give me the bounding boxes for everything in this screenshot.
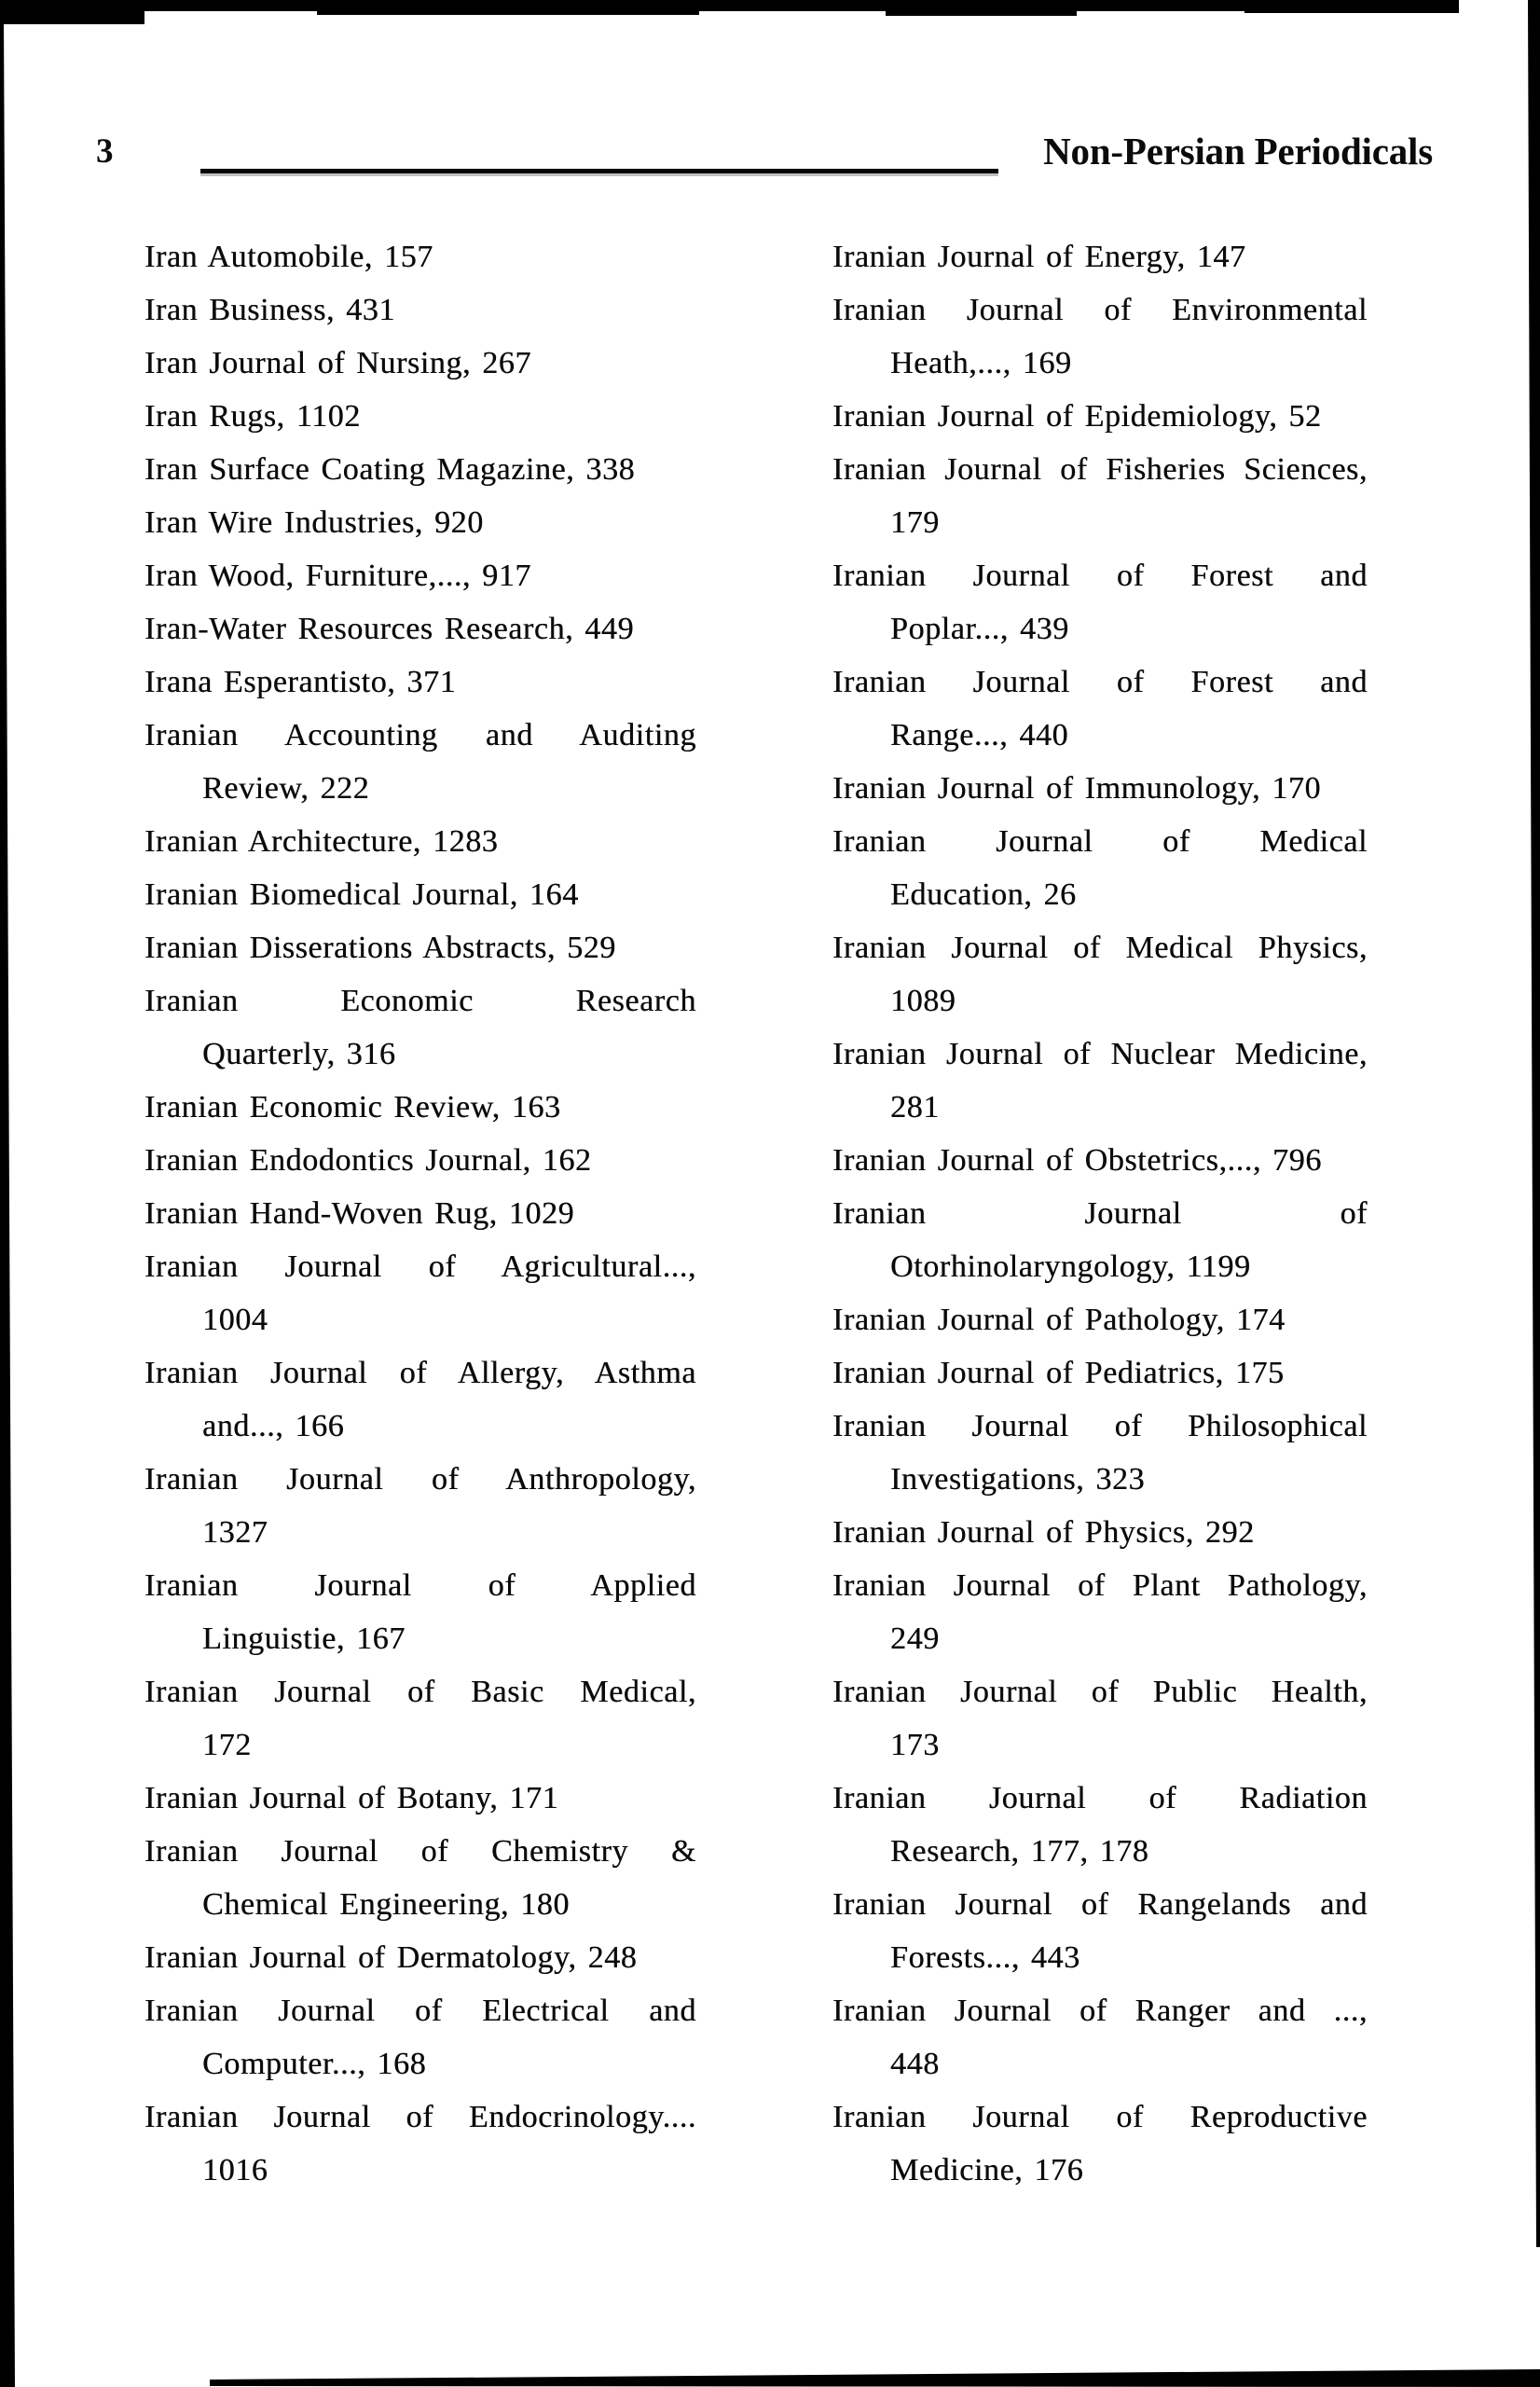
page-number: 3 [96, 132, 114, 171]
index-entry-continuation: and..., 166 [202, 1409, 345, 1443]
index-entry-line: Iranian Disserations Abstracts, 529 [144, 931, 616, 965]
index-entry [144, 1346, 696, 1453]
index-entry-line: Iranian Journal of Pathology, 174 [832, 1303, 1286, 1337]
index-entry [144, 496, 696, 549]
index-entry [144, 1081, 696, 1134]
index-entry [144, 1134, 696, 1187]
index-entry [832, 921, 1368, 1028]
index-entry-line: Iranian Journal of Plant Pathology, [832, 1568, 1368, 1603]
index-entry-continuation: Investigations, 323 [890, 1462, 1146, 1497]
scan-artifact-right [1528, 0, 1540, 2247]
index-entry-line: Iranian Journal of Botany, 171 [144, 1781, 559, 1815]
index-entry-line: Iranian Journal of Radiation [832, 1781, 1368, 1815]
header-rule [200, 169, 998, 173]
index-entry [144, 1772, 696, 1825]
index-entry [144, 1187, 696, 1240]
index-entry [832, 2090, 1368, 2197]
index-entry [832, 283, 1368, 390]
index-entry-line: Iranian Economic Research [144, 984, 696, 1018]
index-entry-continuation: Range..., 440 [890, 718, 1069, 752]
index-entry [144, 337, 696, 390]
index-entry [144, 868, 696, 921]
index-entry [144, 1825, 696, 1931]
scan-artifact-bottom [210, 2369, 1540, 2387]
index-entry [832, 1346, 1368, 1400]
index-entry-continuation: Medicine, 176 [890, 2153, 1084, 2187]
index-entry [144, 1240, 696, 1346]
index-entry [144, 602, 696, 655]
index-entry-line: Iran Business, 431 [144, 293, 395, 327]
index-entry [832, 443, 1368, 549]
index-entry-line: Iran Wood, Furniture,..., 917 [144, 559, 531, 593]
index-entry-line: Iranian Biomedical Journal, 164 [144, 877, 579, 912]
index-entry-line: Iran Surface Coating Magazine, 338 [144, 452, 636, 487]
index-entry-continuation: Review, 222 [202, 771, 370, 806]
scan-artifact-top [0, 0, 1459, 11]
index-entry-line: Iranian Journal of Environmental [832, 293, 1368, 327]
index-entry [144, 549, 696, 602]
index-entry [832, 815, 1368, 921]
index-entry-line: Iranian Journal of Immunology, 170 [832, 771, 1322, 806]
index-entry-line: Iranian Journal of Physics, 292 [832, 1515, 1255, 1550]
index-entry [144, 709, 696, 815]
index-entry-continuation: 281 [890, 1090, 940, 1125]
index-entry-continuation: Quarterly, 316 [202, 1037, 396, 1071]
index-entry-line: Iranian Journal of Fisheries Sciences, [832, 452, 1368, 487]
index-entry-line: Iran Rugs, 1102 [144, 399, 361, 434]
index-column-right [832, 230, 1368, 2197]
index-entry-continuation: Research, 177, 178 [890, 1834, 1149, 1869]
index-entry [144, 815, 696, 868]
index-entry [832, 1878, 1368, 1984]
index-entry-line: Iranian Journal of Dermatology, 248 [144, 1940, 638, 1975]
scan-artifact-left [0, 17, 15, 2387]
index-entry [144, 443, 696, 496]
index-entry-line: Iranian Journal of Forest and [832, 665, 1368, 699]
index-entry [832, 1665, 1368, 1772]
index-entry-line: Iranian Journal of Basic Medical, [144, 1675, 696, 1709]
index-entry [144, 2090, 696, 2197]
index-entry-continuation: 1004 [202, 1303, 268, 1337]
index-entry-line: Iran-Water Resources Research, 449 [144, 612, 635, 646]
index-entry [832, 1293, 1368, 1346]
index-entry-line: Iranian Journal of Philosophical [832, 1409, 1368, 1443]
index-entry-line: Iranian Journal of Energy, 147 [832, 240, 1246, 274]
index-entry-line: Irana Esperantisto, 371 [144, 665, 457, 699]
index-entry-line: Iranian Journal of Endocrinology.... [144, 2100, 696, 2134]
index-entry-line: Iranian Architecture, 1283 [144, 824, 499, 859]
index-entry-line: Iran Journal of Nursing, 267 [144, 346, 532, 380]
index-entry-line: Iran Automobile, 157 [144, 240, 433, 274]
index-entry-continuation: Otorhinolaryngology, 1199 [890, 1249, 1251, 1284]
index-entry-line: Iranian Journal of Forest and [832, 559, 1368, 593]
index-entry-line: Iranian Journal of [832, 1196, 1368, 1231]
index-entry [144, 283, 696, 337]
index-entry [832, 1559, 1368, 1665]
index-entry-line: Iranian Journal of Medical Physics, [832, 931, 1368, 965]
index-entry-line: Iranian Journal of Ranger and ..., [832, 1994, 1368, 2028]
index-entry [144, 1984, 696, 2090]
index-entry-line: Iranian Journal of Epidemiology, 52 [832, 399, 1322, 434]
index-entry [832, 1187, 1368, 1293]
index-entry-line: Iranian Journal of Applied [144, 1568, 696, 1603]
index-entry-line: Iranian Journal of Anthropology, [144, 1462, 696, 1497]
index-entry-line: Iranian Endodontics Journal, 162 [144, 1143, 592, 1178]
index-entry-line: Iranian Journal of Reproductive [832, 2100, 1368, 2134]
index-entry-continuation: 1327 [202, 1515, 268, 1550]
index-entry-line: Iranian Journal of Nuclear Medicine, [832, 1037, 1368, 1071]
index-entry-line: Iranian Journal of Pediatrics, 175 [832, 1356, 1285, 1390]
index-entry-continuation: 1016 [202, 2153, 268, 2187]
index-entry [144, 1665, 696, 1772]
index-entry-continuation: 448 [890, 2047, 940, 2081]
index-entry-continuation: Forests..., 443 [890, 1940, 1080, 1975]
index-entry-continuation: Heath,..., 169 [890, 346, 1072, 380]
index-entry [832, 549, 1368, 655]
index-entry [832, 230, 1368, 283]
index-entry-line: Iranian Journal of Medical [832, 824, 1368, 859]
index-entry-line: Iranian Hand-Woven Rug, 1029 [144, 1196, 575, 1231]
index-entry [832, 762, 1368, 815]
index-entry-line: Iranian Journal of Allergy, Asthma [144, 1356, 696, 1390]
index-entry [832, 1506, 1368, 1559]
index-entry-continuation: 1089 [890, 984, 956, 1018]
index-entry-continuation: Poplar..., 439 [890, 612, 1069, 646]
index-entry-line: Iranian Journal of Rangelands and [832, 1887, 1368, 1922]
index-entry-continuation: 173 [890, 1728, 940, 1762]
index-entry-line: Iranian Journal of Obstetrics,..., 796 [832, 1143, 1322, 1178]
index-entry-continuation: Computer..., 168 [202, 2047, 427, 2081]
index-entry-continuation: Linguistie, 167 [202, 1621, 406, 1656]
index-entry-line: Iran Wire Industries, 920 [144, 505, 484, 540]
index-entry-line: Iranian Journal of Chemistry & [144, 1834, 696, 1869]
index-entry [144, 230, 696, 283]
index-entry-continuation: 249 [890, 1621, 940, 1656]
index-entry-line: Iranian Accounting and Auditing [144, 718, 696, 752]
index-entry [144, 390, 696, 443]
index-entry-line: Iranian Journal of Public Health, [832, 1675, 1368, 1709]
index-entry-continuation: Education, 26 [890, 877, 1077, 912]
index-entry-continuation: 179 [890, 505, 940, 540]
index-entry [144, 655, 696, 709]
index-entry [832, 1134, 1368, 1187]
index-entry-line: Iranian Journal of Agricultural..., [144, 1249, 696, 1284]
index-entry [144, 921, 696, 974]
index-entry-continuation: Chemical Engineering, 180 [202, 1887, 570, 1922]
index-entry-line: Iranian Economic Review, 163 [144, 1090, 561, 1125]
index-entry [832, 1772, 1368, 1878]
index-column-left [144, 230, 696, 2197]
index-entry-line: Iranian Journal of Electrical and [144, 1994, 696, 2028]
index-entry [832, 1400, 1368, 1506]
index-entry [832, 390, 1368, 443]
index-entry [144, 1931, 696, 1984]
index-entry [832, 1984, 1368, 2090]
index-entry [144, 974, 696, 1081]
page-title: Non-Persian Periodicals [1043, 130, 1433, 172]
index-entry [832, 1028, 1368, 1134]
index-entry-continuation: 172 [202, 1728, 252, 1762]
index-entry [144, 1453, 696, 1559]
index-entry [144, 1559, 696, 1665]
index-entry [832, 655, 1368, 762]
